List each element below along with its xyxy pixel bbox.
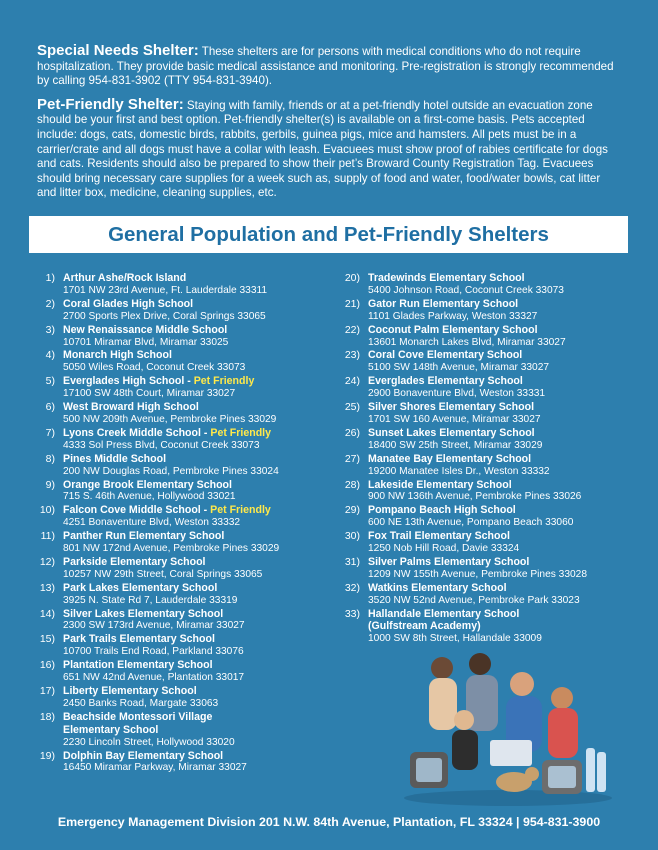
shelter-name: Hallandale Elementary School <box>368 607 520 620</box>
shelter-item <box>335 427 630 453</box>
pet-friendly-heading: Pet-Friendly Shelter: <box>37 95 184 113</box>
shelter-name: Coral Glades High School <box>63 297 194 310</box>
shelter-address: 1701 SW 160 Avenue, Miramar 33027 <box>368 413 541 425</box>
shelter-name: Arthur Ashe/Rock Island <box>63 272 187 284</box>
shelter-details <box>368 298 630 324</box>
shelter-name: Fox Trail Elementary School <box>368 530 510 543</box>
shelter-details <box>368 453 630 479</box>
shelter-address: 2450 Banks Road, Margate 33063 <box>63 697 219 709</box>
shelter-item <box>30 375 325 401</box>
shelter-address: 2900 Bonaventure Blvd, Weston 33331 <box>368 388 546 400</box>
shelter-item <box>30 401 325 427</box>
shelter-number: 3) <box>45 323 55 336</box>
shelter-details <box>63 750 325 776</box>
banner-title: General Population and Pet-Friendly Shelters <box>108 222 549 246</box>
shelter-name: New Renaissance Middle School <box>63 323 228 336</box>
shelter-item <box>30 750 325 776</box>
shelter-details <box>368 401 630 427</box>
shelter-name: Tradewinds Elementary School <box>368 272 525 284</box>
shelter-address: 2700 Sports Plex Drive, Coral Springs 33065 <box>63 310 266 322</box>
shelter-item <box>30 272 325 298</box>
shelter-name: Silver Shores Elementary School <box>368 401 535 414</box>
shelter-number: 27) <box>344 452 360 465</box>
family-with-pets-photo <box>402 648 614 806</box>
shelter-address: 3925 N. State Rd 7, Lauderdale 33319 <box>63 594 238 606</box>
shelter-item <box>30 608 325 634</box>
shelter-number: 33) <box>344 607 360 620</box>
shelter-item <box>335 375 630 401</box>
shelter-details <box>63 324 325 350</box>
shelter-name: Park Trails Elementary School <box>63 633 215 646</box>
shelter-name: Silver Palms Elementary School <box>368 555 530 568</box>
shelter-item <box>30 453 325 479</box>
shelter-details <box>63 349 325 375</box>
shelter-number: 30) <box>344 530 360 543</box>
shelter-number: 20) <box>344 272 360 284</box>
shelter-name: Parkside Elementary School <box>63 555 206 568</box>
shelter-address: 17100 SW 48th Court, Miramar 33027 <box>63 388 236 400</box>
shelter-item <box>335 479 630 505</box>
shelter-details <box>63 582 325 608</box>
shelter-details <box>368 375 630 401</box>
shelter-details <box>63 608 325 634</box>
shelter-details <box>368 582 630 608</box>
shelter-item <box>335 298 630 324</box>
shelter-number: 26) <box>344 426 360 439</box>
shelter-list-right <box>335 272 630 646</box>
shelter-name: Manatee Bay Elementary School <box>368 452 532 465</box>
shelter-address: 200 NW Douglas Road, Pembroke Pines 33024 <box>63 465 279 477</box>
shelter-address: 500 NW 209th Avenue, Pembroke Pines 33029 <box>63 413 277 425</box>
shelter-item <box>335 324 630 350</box>
shelter-details <box>63 685 325 711</box>
shelter-details <box>63 298 325 324</box>
shelter-name: Pompano Beach High School <box>368 504 516 517</box>
footer-contact: Emergency Management Division 201 N.W. 84th Avenue, Plantation, FL 33324 | 954-831-3900 <box>57 815 601 829</box>
shelter-item <box>335 556 630 582</box>
shelter-details <box>368 556 630 582</box>
shelter-item <box>335 582 630 608</box>
shelter-number: 9) <box>45 478 55 491</box>
shelter-details <box>63 633 325 659</box>
shelter-number: 23) <box>344 349 360 362</box>
shelter-number: 19) <box>39 749 55 762</box>
shelter-name: Liberty Elementary School <box>63 685 197 697</box>
shelter-name: Coconut Palm Elementary School <box>368 323 538 336</box>
shelter-number: 2) <box>45 297 55 310</box>
shelter-name: Lyons Creek Middle School - Pet Friendly <box>63 426 272 439</box>
shelter-details <box>368 608 630 647</box>
shelter-address: 5050 Wiles Road, Coconut Creek 33073 <box>63 362 246 374</box>
shelter-name: Lakeside Elementary School <box>368 478 512 491</box>
shelter-item <box>335 530 630 556</box>
shelter-number: 8) <box>45 452 55 465</box>
shelter-number: 10) <box>39 504 55 517</box>
shelter-details <box>368 349 630 375</box>
shelter-address: 10257 NW 29th Street, Coral Springs 33065 <box>63 568 263 580</box>
shelter-item <box>30 556 325 582</box>
shelter-number: 13) <box>39 581 55 594</box>
shelter-name: Everglades Elementary School <box>368 375 523 388</box>
shelter-address: 1000 SW 8th Street, Hallandale 33009 <box>368 633 542 645</box>
shelter-name: Falcon Cove Middle School - Pet Friendly <box>63 504 271 517</box>
shelter-name: Sunset Lakes Elementary School <box>368 426 535 439</box>
shelter-details <box>63 659 325 685</box>
shelter-number: 15) <box>39 633 55 646</box>
shelter-name: (Gulfstream Academy) <box>368 620 481 633</box>
shelter-number: 22) <box>344 323 360 336</box>
shelter-address: 1250 Nob Hill Road, Davie 33324 <box>368 543 520 555</box>
shelter-details <box>368 530 630 556</box>
shelter-number: 28) <box>344 478 360 491</box>
special-needs-heading: Special Needs Shelter: <box>37 42 199 59</box>
shelter-item <box>30 530 325 556</box>
shelter-address: 2300 SW 173rd Avenue, Miramar 33027 <box>63 620 245 632</box>
shelter-name: Panther Run Elementary School <box>63 530 225 543</box>
shelter-address: 5100 SW 148th Avenue, Miramar 33027 <box>368 362 550 374</box>
shelter-details <box>368 427 630 453</box>
shelter-details <box>63 711 325 750</box>
shelter-address: 4251 Bonaventure Blvd, Weston 33332 <box>63 517 241 529</box>
shelter-list-banner <box>29 216 628 253</box>
shelter-item <box>30 479 325 505</box>
shelter-number: 6) <box>45 401 55 414</box>
pet-friendly-text: Staying with family, friends or at a pet-friendly hotel outside an evacuation zone should be your first and best option. Pet-friendly shelter(s) is available on a first-come basis. Pets accepted include: dogs, cats, domestic birds, rabbits, gerbils, guinea pigs, mice and hamsters. All pets must be in a carrier/crate and all dogs must have a collar with leash. Evacuees must show proof of rabies certificate for dogs and cats. Residents should also be prepared to show their pet’s Broward County Registration Tag. Evacuees should bring necessary care supplies for a week such as, supply of food and water, food/water bowls, cat litter and litter box, medicine, cleaning supplies, etc. <box>37 98 608 200</box>
shelter-item <box>335 401 630 427</box>
shelter-details <box>63 479 325 505</box>
shelter-list-left <box>30 272 325 775</box>
shelter-details <box>63 556 325 582</box>
shelter-item <box>335 504 630 530</box>
shelter-name: Everglades High School - Pet Friendly <box>63 375 255 388</box>
shelter-name: Orange Brook Elementary School <box>63 478 232 491</box>
shelter-item <box>30 685 325 711</box>
shelter-number: 24) <box>344 375 360 388</box>
shelter-number: 25) <box>344 401 360 414</box>
shelter-item <box>30 349 325 375</box>
shelter-address: 3520 NW 52nd Avenue, Pembroke Park 33023 <box>368 594 580 606</box>
shelter-item <box>335 608 630 647</box>
shelter-number: 12) <box>39 555 55 568</box>
shelter-number: 18) <box>39 710 55 723</box>
shelter-item <box>30 298 325 324</box>
shelter-address: 16450 Miramar Parkway, Miramar 33027 <box>63 762 247 774</box>
shelter-item <box>335 272 630 298</box>
pet-friendly-tag: Pet Friendly <box>210 504 271 517</box>
shelter-number: 29) <box>344 504 360 517</box>
shelter-details <box>368 504 630 530</box>
shelter-number: 14) <box>39 607 55 620</box>
shelter-name: Beachside Montessori Village <box>63 710 213 723</box>
shelter-name: Monarch High School <box>63 349 172 362</box>
shelter-number: 7) <box>45 426 55 439</box>
shelter-details <box>63 504 325 530</box>
shelter-name: Silver Lakes Elementary School <box>63 607 224 620</box>
shelter-number: 4) <box>45 349 55 362</box>
shelter-details <box>63 401 325 427</box>
shelter-address: 19200 Manatee Isles Dr., Weston 33332 <box>368 465 550 477</box>
shelter-details <box>368 479 630 505</box>
shelter-name: Pines Middle School <box>63 452 167 465</box>
pet-friendly-tag: Pet Friendly <box>193 375 255 388</box>
shelter-address: 10700 Trails End Road, Parkland 33076 <box>63 646 244 658</box>
shelter-number: 5) <box>45 375 55 388</box>
shelter-item <box>335 349 630 375</box>
shelter-details <box>368 272 630 298</box>
shelter-name: West Broward High School <box>63 401 199 414</box>
shelter-address: 1701 NW 23rd Avenue, Ft. Lauderdale 33311 <box>63 284 268 296</box>
shelter-name: Coral Cove Elementary School <box>368 349 523 362</box>
special-needs-paragraph <box>37 44 619 89</box>
shelter-item <box>30 427 325 453</box>
shelter-address: 715 S. 46th Avenue, Hollywood 33021 <box>63 491 236 503</box>
shelter-number: 17) <box>39 685 55 697</box>
shelter-address: 10701 Miramar Blvd, Miramar 33025 <box>63 336 229 348</box>
shelter-address: 18400 SW 25th Street, Miramar 33029 <box>368 439 543 451</box>
shelter-number: 1) <box>45 272 55 284</box>
intro-section <box>37 44 619 210</box>
shelter-name: Elementary School <box>63 723 159 736</box>
pet-friendly-paragraph <box>37 95 619 201</box>
shelter-number: 32) <box>344 581 360 594</box>
shelter-address: 13601 Monarch Lakes Blvd, Miramar 33027 <box>368 336 566 348</box>
shelter-item <box>30 504 325 530</box>
shelter-name: Dolphin Bay Elementary School <box>63 749 224 762</box>
shelter-details <box>63 427 325 453</box>
shelter-details <box>63 272 325 298</box>
shelter-address: 4333 Sol Press Blvd, Coconut Creek 33073 <box>63 439 260 451</box>
shelter-item <box>30 659 325 685</box>
shelter-address: 2230 Lincoln Street, Hollywood 33020 <box>63 736 235 748</box>
shelter-item <box>30 711 325 750</box>
shelter-name: Watkins Elementary School <box>368 581 507 594</box>
shelter-address: 651 NW 42nd Avenue, Plantation 33017 <box>63 672 245 684</box>
shelter-item <box>30 633 325 659</box>
shelter-item <box>335 453 630 479</box>
shelter-details <box>63 375 325 401</box>
shelter-address: 1209 NW 155th Avenue, Pembroke Pines 33028 <box>368 568 587 580</box>
shelter-details <box>63 453 325 479</box>
shelter-address: 5400 Johnson Road, Coconut Creek 33073 <box>368 284 564 296</box>
shelter-item <box>30 582 325 608</box>
shelter-details <box>63 530 325 556</box>
shelter-name: Gator Run Elementary School <box>368 297 519 310</box>
shelter-address: 1101 Glades Parkway, Weston 33327 <box>368 310 538 322</box>
shelter-number: 21) <box>344 297 360 310</box>
shelter-name: Plantation Elementary School <box>63 659 213 672</box>
shelter-address: 600 NE 13th Avenue, Pompano Beach 33060 <box>368 517 574 529</box>
special-needs-text: These shelters are for persons with medical conditions who do not require hospitalization. They provide basic medical assistance and monitoring. Pre-registration is strongly recommended by calling 954-831-3902 (TTY 954-831-3940). <box>37 45 614 88</box>
shelter-address: 801 NW 172nd Avenue, Pembroke Pines 33029 <box>63 543 280 555</box>
shelter-number: 16) <box>39 659 55 672</box>
shelter-name: Park Lakes Elementary School <box>63 581 218 594</box>
pet-friendly-tag: Pet Friendly <box>210 426 272 439</box>
shelter-number: 31) <box>344 555 360 568</box>
shelter-details <box>368 324 630 350</box>
shelter-number: 11) <box>40 530 55 543</box>
shelter-item <box>30 324 325 350</box>
shelter-address: 900 NW 136th Avenue, Pembroke Pines 33026 <box>368 491 582 503</box>
